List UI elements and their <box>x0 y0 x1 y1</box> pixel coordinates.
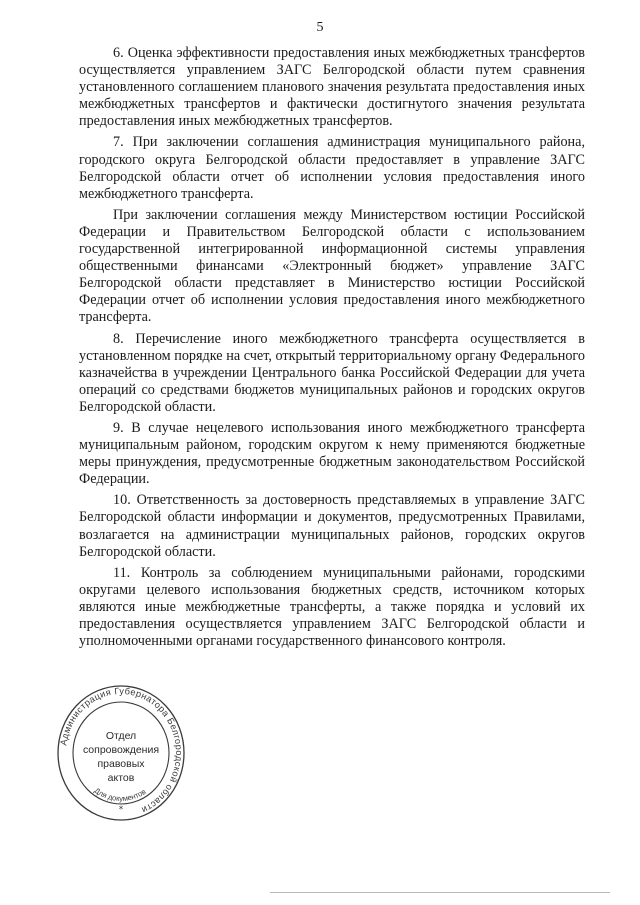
paragraph-6: 6. Оценка эффективности предоставления иных межбюджетных трансфертов осуществляется управлением ЗАГС Белгородской области путем сравнения установленного соглашением планового значения результата предоставления иных межбюджетных трансфертов и фактически достигнутого значения результата предоставления иных межбюджетных трансфертов. <box>79 45 585 130</box>
paragraph-11: 11. Контроль за соблюдением муниципальными районами, городскими округами целевого использования бюджетных средств, источником которых являются иные межбюджетные трансферты, а также порядка и условий их предоставления осуществляется управлением ЗАГС Белгородской области и уполномоченными органами государственного финансового контроля. <box>79 564 585 650</box>
stamp-line-1: Отдел <box>105 730 137 742</box>
stamp-line-2: сопровождения <box>82 744 160 756</box>
paragraph-7: 7. При заключении соглашения администрация муниципального района, городского округа Белгородской области предоставляет в управление ЗАГС Белгородской области отчет об исполнении условия предоставления иного межбюджетного трансферта. <box>79 134 585 202</box>
page-number: 5 <box>316 20 324 35</box>
footer-rule <box>270 892 610 893</box>
stamp-center-text <box>56 684 186 822</box>
stamp-outer-text: Администрация Губернатора Белгородской области <box>58 685 185 816</box>
office-stamp <box>56 684 186 822</box>
paragraph-7-continued: При заключении соглашения между Министерством юстиции Российской Федерации и Правительством Белгородской области с использованием государственной интегрированной информационной системы управления общественными финансами «Электронный бюджет» управление ЗАГС Белгородской области представляет в Министерство юстиции Российской Федерации отчет об исполнении условия предоставления иного межбюджетного трансферта. <box>79 206 585 326</box>
document-body <box>79 45 585 650</box>
paragraph-9: 9. В случае нецелевого использования иного межбюджетного трансферта муниципальным районом, городским округом к нему применяются бюджетные меры принуждения, предусмотренные бюджетным законодательством Российской Федерации. <box>79 419 585 488</box>
stamp-inner-bottom-text: Для документов <box>92 785 148 803</box>
paragraph-10: 10. Ответственность за достоверность представляемых в управление ЗАГС Белгородской области информации и документов, предусмотренных Правилами, возлагается на администрации муниципальных районов, городских округов Белгородской области. <box>79 492 585 560</box>
stamp-line-3: правовых <box>97 758 145 770</box>
stamp-star-icon: * <box>118 805 124 815</box>
stamp-line-4: актов <box>107 772 135 784</box>
paragraph-8: 8. Перечисление иного межбюджетного трансферта осуществляется в установленном порядке на счет, открытый территориальному органу Федерального казначейства в учреждении Центрального банка Российской Федерации для учета операций со средствами бюджетов муниципальных районов и городских округов Белгородской области. <box>79 330 585 415</box>
